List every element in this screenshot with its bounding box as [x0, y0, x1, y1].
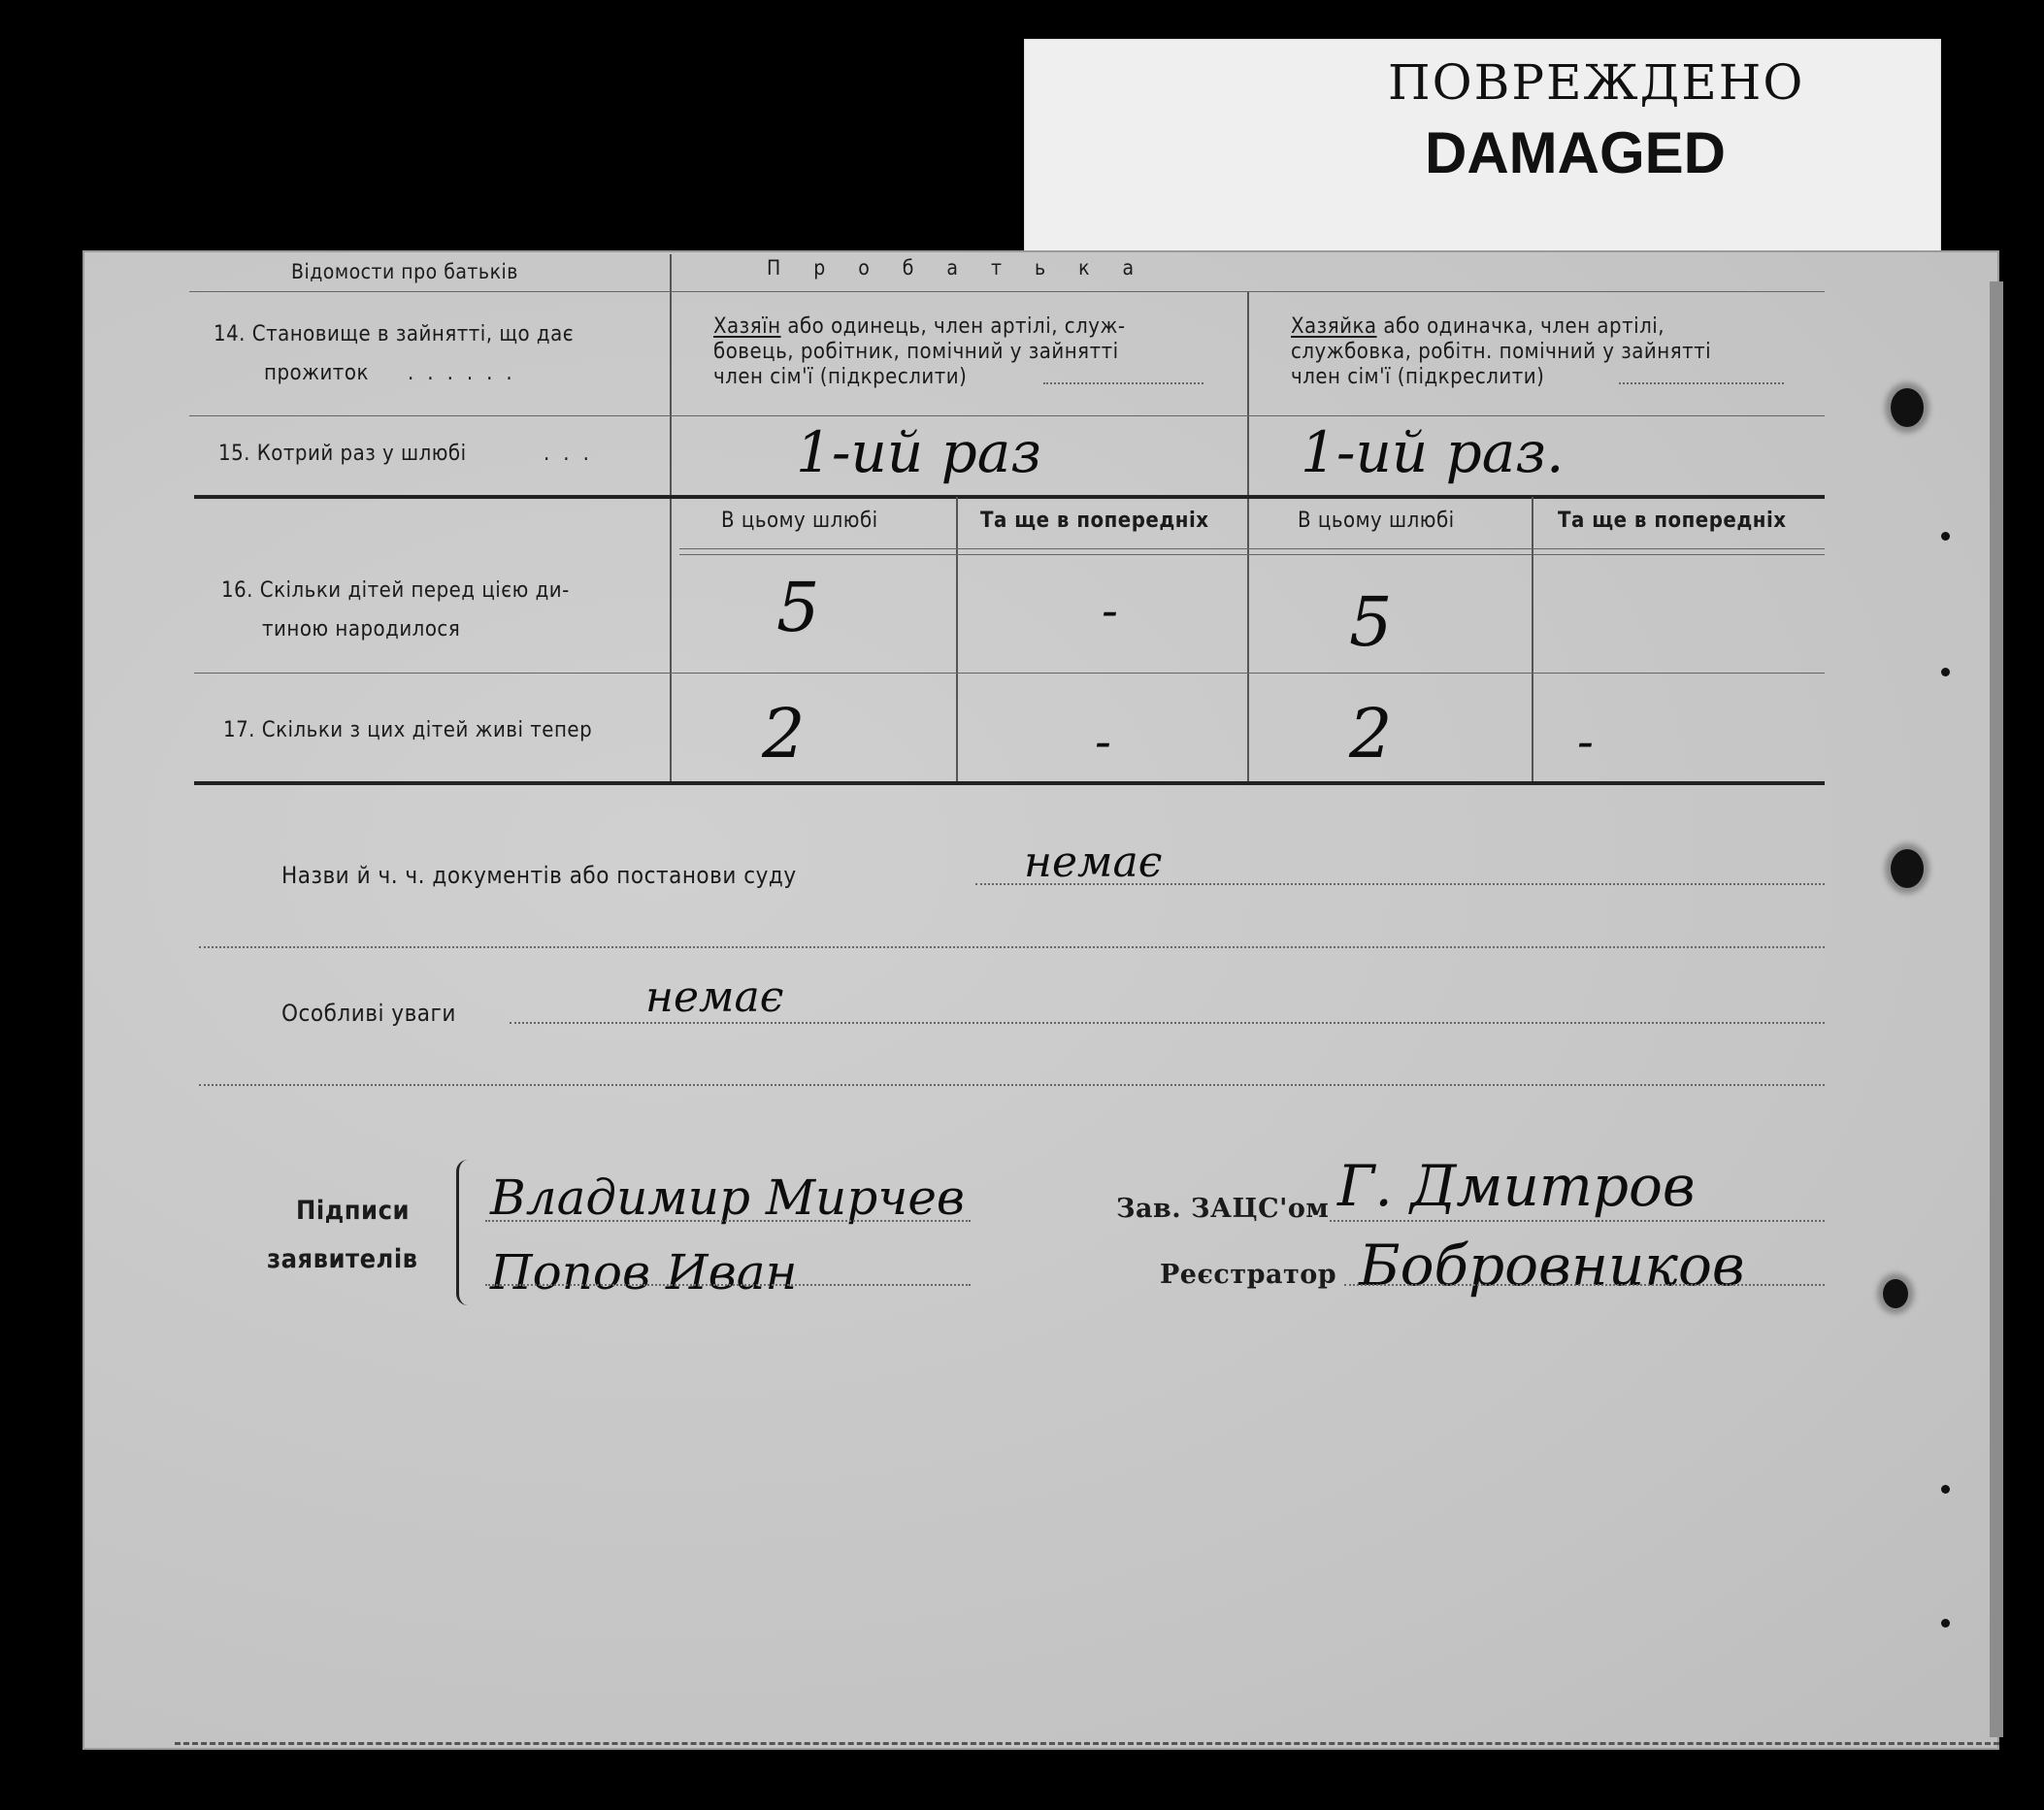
head-registry-signature: Г. Дмитров — [1337, 1153, 1696, 1219]
card-edge — [1990, 281, 2003, 1737]
table-rule — [194, 781, 1825, 785]
row-divider — [189, 291, 1825, 292]
row-divider — [679, 554, 1825, 555]
dotted-line — [199, 1084, 1825, 1086]
notes-label: Особливі уваги — [281, 1000, 456, 1027]
registrar-label: Реєстратор — [1160, 1260, 1337, 1290]
docs-value: немає — [1024, 838, 1163, 887]
row-divider — [189, 415, 1825, 416]
father-status-key: Хазяїн — [713, 314, 781, 339]
table-rule — [194, 495, 1825, 499]
subheader-father-current: В цьому шлюбі — [721, 509, 878, 533]
registrar-signature: Бобровников — [1359, 1233, 1745, 1299]
dotted-line — [1043, 382, 1203, 384]
speck — [1941, 1619, 1950, 1628]
row17-mother-current: 2 — [1349, 694, 1393, 773]
damaged-label-ru: ПОВРЕЖДЕНО — [1388, 54, 1805, 111]
card-bottom-edge — [175, 1742, 1999, 1753]
row17-father-current: 2 — [762, 694, 806, 773]
col-divider — [670, 254, 672, 783]
row14-mother-2: службовка, робітн. помічний у зайнятті — [1291, 340, 1712, 364]
applicant-signature-2: Попов Иван — [490, 1244, 798, 1300]
damaged-label-en: DAMAGED — [1425, 120, 1726, 185]
row15-mother-value: 1-ий раз. — [1301, 419, 1565, 485]
notes-value: немає — [645, 972, 784, 1022]
header-col2: П р о б а т ь к а — [767, 256, 1148, 280]
row16-label-1: 16. Скільки дітей перед цією ди- — [221, 578, 570, 603]
speck — [1941, 668, 1950, 676]
head-registry-label: Зав. ЗАЦС'ом — [1116, 1194, 1330, 1224]
punch-hole — [1891, 849, 1924, 888]
header-col1: Відомости про батьків — [291, 260, 518, 283]
punch-hole — [1891, 388, 1924, 427]
row14-mother-1 — [1291, 314, 1665, 339]
row14-father-3: член сім'ї (підкреслити) — [713, 365, 968, 389]
punch-hole — [1883, 1279, 1908, 1308]
mother-status-key: Хазяйка — [1291, 314, 1377, 339]
subheader-mother-previous: Та ще в попередніх — [1558, 509, 1787, 533]
mother-status-rest: або одиначка, член артілі, — [1376, 314, 1665, 339]
row17-mother-previous: - — [1577, 713, 1594, 770]
row14-father-2: бовець, робітник, помічний у зайнятті — [713, 340, 1119, 364]
row14-mother-3: член сім'ї (підкреслити) — [1291, 365, 1545, 389]
dotted-line — [1344, 1284, 1825, 1286]
row17-label: 17. Скільки з цих дітей живі тепер — [223, 718, 593, 742]
row14-label-1: 14. Становище в зайнятті, що дає — [214, 322, 575, 346]
signatures-label-1: Підписи — [296, 1196, 410, 1226]
col-divider — [1532, 497, 1533, 783]
row14-label-dots: ...... — [408, 361, 526, 385]
signatures-label-2: заявителів — [267, 1244, 418, 1274]
row15-father-value: 1-ий раз — [796, 419, 1041, 485]
row16-father-previous: - — [1102, 582, 1118, 639]
speck — [1941, 532, 1950, 541]
subheader-mother-current: В цьому шлюбі — [1298, 509, 1455, 533]
subheader-father-previous: Та ще в попередніх — [980, 509, 1209, 533]
col-divider — [956, 497, 958, 783]
dotted-line — [1619, 382, 1784, 384]
dotted-line — [485, 1220, 971, 1222]
row-divider — [679, 548, 1825, 549]
row-divider — [194, 673, 1825, 674]
row14-father-1 — [713, 314, 1125, 339]
col-divider — [1247, 291, 1249, 783]
row17-father-previous: - — [1095, 713, 1111, 770]
dotted-line — [485, 1284, 971, 1286]
row14-label-2: прожиток — [264, 361, 369, 385]
speck — [1941, 1485, 1950, 1494]
row16-father-current: 5 — [776, 568, 820, 647]
signatures-brace — [456, 1160, 475, 1305]
row16-mother-current: 5 — [1349, 582, 1393, 662]
dotted-line — [1330, 1220, 1825, 1222]
row15-label: 15. Котрий раз у шлюбі — [218, 442, 467, 466]
row16-label-2: тиною народилося — [262, 617, 461, 642]
applicant-signature-1: Владимир Мирчев — [490, 1169, 966, 1226]
father-status-rest: або одинець, член артілі, служ- — [780, 314, 1126, 339]
row15-label-dots: ... — [544, 442, 603, 466]
docs-label: Назви й ч. ч. документів або постанови суду — [281, 862, 797, 889]
dotted-line — [199, 946, 1825, 948]
dotted-line — [510, 1022, 1825, 1024]
